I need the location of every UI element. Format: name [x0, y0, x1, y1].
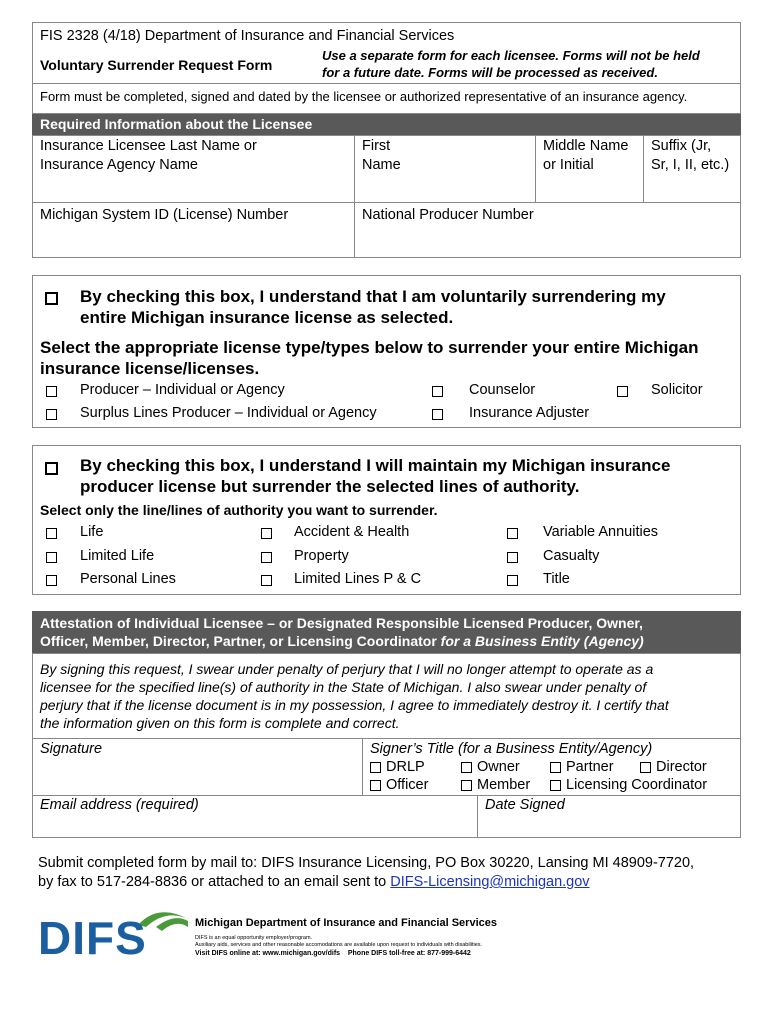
limited-life-label: Limited Life — [80, 548, 155, 564]
email-link[interactable]: DIFS-Licensing@michigan.gov — [390, 874, 590, 890]
partner-checkbox[interactable] — [550, 762, 561, 773]
casualty-checkbox[interactable] — [507, 552, 518, 563]
instruction: Form must be completed, signed and dated by the licensee or authorized representative of an insurance agency. — [40, 89, 688, 104]
variable-annuities-label: Variable Annuities — [543, 524, 659, 540]
divider — [354, 135, 355, 258]
submit-prefix: by fax to 517-284-8836 or attached to an email sent to — [38, 874, 391, 890]
npn-field[interactable]: National Producer Number — [362, 207, 534, 223]
instruction-line: Select the appropriate license type/types below to surrender your entire Michigan — [40, 338, 699, 357]
director-label: Director — [656, 759, 707, 775]
accident-health-checkbox[interactable] — [261, 528, 272, 539]
system-id-field[interactable]: Michigan System ID (License) Number — [40, 207, 289, 223]
statement-line: the information given on this form is complete and correct. — [40, 715, 400, 731]
suffix-field[interactable] — [651, 137, 729, 175]
producer-checkbox[interactable] — [46, 386, 57, 397]
member-label: Member — [477, 777, 531, 793]
email-field[interactable]: Email address (required) — [40, 797, 199, 813]
personal-lines-label: Personal Lines — [80, 571, 176, 587]
attestation-header — [32, 611, 741, 653]
difs-logo — [38, 905, 188, 965]
last-name-label: Insurance Licensee Last Name or — [40, 138, 257, 154]
solicitor-checkbox[interactable] — [617, 386, 628, 397]
first-name-label: Name — [362, 157, 401, 173]
director-checkbox[interactable] — [640, 762, 651, 773]
lines-of-authority-checkbox[interactable] — [45, 462, 58, 475]
accident-health-label: Accident & Health — [294, 524, 410, 540]
select-license-instruction — [40, 337, 698, 379]
limited-lines-pc-checkbox[interactable] — [261, 575, 272, 586]
attestation-title-line — [40, 632, 733, 650]
personal-lines-checkbox[interactable] — [46, 575, 57, 586]
divider — [32, 738, 741, 739]
attestation-title-italic: for a Business Entity (Agency) — [440, 633, 644, 649]
owner-label: Owner — [477, 759, 520, 775]
suffix-label: Suffix (Jr, — [651, 138, 712, 154]
submit-line: Submit completed form by mail to: DIFS Insurance Licensing, PO Box 30220, Lansing MI 48909-7720, — [38, 855, 695, 871]
attestation-title-bold: Officer, Member, Director, Partner, or Licensing Coordinator — [40, 633, 441, 649]
licensee-section-title: Required Information about the Licensee — [40, 116, 313, 132]
divider — [32, 795, 741, 796]
middle-name-label: Middle Name — [543, 138, 629, 154]
attestation-title-line: Attestation of Individual Licensee – or Designated Responsible Licensed Producer, Owner, — [40, 615, 643, 631]
statement-line: perjury that if the license document is in my possession, I agree to immediately destroy it. I certify that — [40, 697, 669, 713]
signature-field[interactable]: Signature — [40, 741, 103, 757]
entire-license-statement — [80, 286, 666, 328]
member-checkbox[interactable] — [461, 780, 472, 791]
life-checkbox[interactable] — [46, 528, 57, 539]
property-checkbox[interactable] — [261, 552, 272, 563]
notice-line-1: Use a separate form for each licensee. Forms will not be held — [322, 48, 700, 63]
difs-logo-text: DIFS — [38, 912, 147, 964]
footer-visit-line: Visit DIFS online at: www.michigan.gov/difs Phone DIFS toll-free at: 877-999-6442 — [195, 950, 471, 957]
limited-life-checkbox[interactable] — [46, 552, 57, 563]
surplus-lines-checkbox[interactable] — [46, 409, 57, 420]
divider — [643, 135, 644, 202]
variable-annuities-checkbox[interactable] — [507, 528, 518, 539]
first-name-label: First — [362, 138, 391, 154]
footer-eo-line: DIFS is an equal opportunity employer/program. — [195, 935, 313, 941]
attestation-statement — [40, 660, 669, 732]
divider — [32, 202, 741, 203]
middle-name-label: or Initial — [543, 157, 594, 173]
select-lines-instruction: Select only the line/lines of authority you want to surrender. — [40, 502, 438, 518]
adjuster-checkbox[interactable] — [432, 409, 443, 420]
title-checkbox[interactable] — [507, 575, 518, 586]
entire-license-checkbox[interactable] — [45, 292, 58, 305]
title-label: Title — [543, 571, 570, 587]
last-name-label: Insurance Agency Name — [40, 157, 198, 173]
drlp-label: DRLP — [386, 759, 425, 775]
drlp-checkbox[interactable] — [370, 762, 381, 773]
last-name-field[interactable] — [40, 137, 257, 175]
notice-line-2: for a future date. Forms will be processed as received. — [322, 65, 658, 80]
statement-line: producer license but surrender the selected lines of authority. — [80, 477, 580, 496]
casualty-label: Casualty — [543, 548, 600, 564]
submit-line — [38, 873, 694, 892]
limited-lines-pc-label: Limited Lines P & C — [294, 571, 422, 587]
counselor-label: Counselor — [469, 382, 536, 398]
divider — [477, 795, 478, 838]
submit-instructions — [38, 854, 694, 892]
statement-line: By checking this box, I understand I will maintain my Michigan insurance — [80, 456, 671, 475]
date-signed-field[interactable]: Date Signed — [485, 797, 565, 813]
form-id: FIS 2328 (4/18) Department of Insurance and Financial Services — [40, 28, 455, 44]
licensee-section-header — [32, 114, 741, 135]
middle-name-field[interactable] — [543, 137, 628, 175]
life-label: Life — [80, 524, 104, 540]
instruction-line: insurance license/licenses. — [40, 359, 260, 378]
officer-checkbox[interactable] — [370, 780, 381, 791]
lines-of-authority-statement — [80, 455, 670, 497]
form-title: Voluntary Surrender Request Form — [40, 57, 273, 73]
divider — [535, 135, 536, 202]
divider — [32, 83, 741, 84]
suffix-label: Sr, I, II, etc.) — [651, 157, 730, 173]
solicitor-label: Solicitor — [651, 382, 703, 398]
signer-title-label: Signer’s Title (for a Business Entity/Agency) — [370, 741, 653, 757]
licensing-coordinator-label: Licensing Coordinator — [566, 777, 708, 793]
divider — [362, 738, 363, 795]
footer-eo-line: Auxiliary aids, services and other reasonable accomodations are available upon request to individuals with disabilities. — [195, 942, 483, 948]
counselor-checkbox[interactable] — [432, 386, 443, 397]
adjuster-label: Insurance Adjuster — [469, 405, 590, 421]
footer-org-name: Michigan Department of Insurance and Financial Services — [195, 917, 497, 929]
statement-line: By checking this box, I understand that I am voluntarily surrendering my — [80, 287, 666, 306]
partner-label: Partner — [566, 759, 614, 775]
licensing-coordinator-checkbox[interactable] — [550, 780, 561, 791]
owner-checkbox[interactable] — [461, 762, 472, 773]
first-name-field[interactable] — [362, 137, 401, 175]
statement-line: By signing this request, I swear under penalty of perjury that I will no longer attempt to operate as a — [40, 661, 654, 677]
property-label: Property — [294, 548, 349, 564]
officer-label: Officer — [386, 777, 429, 793]
statement-line: licensee for the specified line(s) of authority in the State of Michigan. I also swear under penalty of — [40, 679, 647, 695]
statement-line: entire Michigan insurance license as selected. — [80, 308, 454, 327]
surplus-lines-label: Surplus Lines Producer – Individual or Agency — [80, 405, 377, 421]
producer-label: Producer – Individual or Agency — [80, 382, 285, 398]
